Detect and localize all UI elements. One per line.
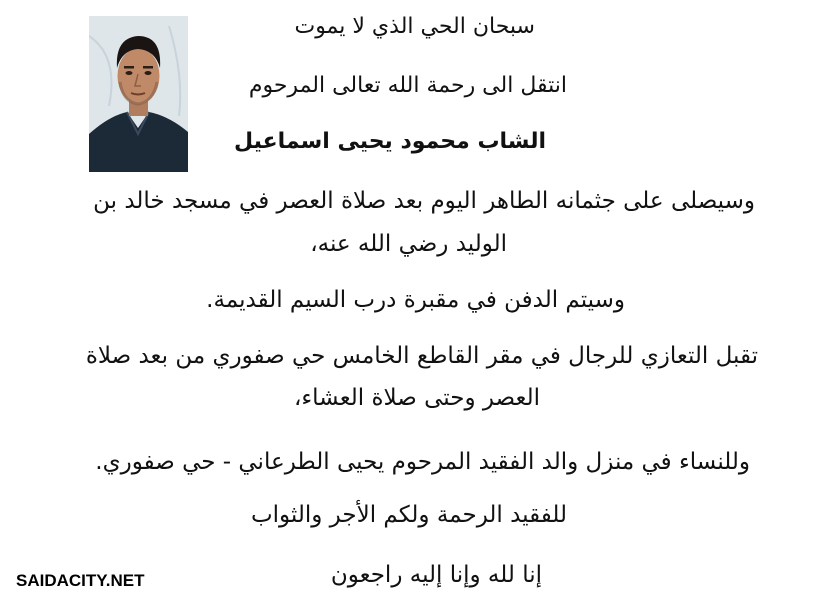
portrait-photo bbox=[89, 16, 188, 172]
blessing-line: للفقيد الرحمة ولكم الأجر والثواب bbox=[251, 502, 567, 528]
condolences-men-line-2: العصر وحتى صلاة العشاء، bbox=[293, 385, 540, 411]
announcement-line: انتقل الى رحمة الله تعالى المرحوم bbox=[248, 73, 567, 98]
deceased-name: الشاب محمود يحيى اسماعيل bbox=[233, 129, 546, 154]
site-watermark: SAIDACITY.NET bbox=[16, 571, 145, 590]
opening-line: سبحان الحي الذي لا يموت bbox=[294, 14, 535, 39]
prayer-line-1: وسيصلى على جثمانه الطاهر اليوم بعد صلاة العصر في مسجد خالد بن bbox=[93, 188, 755, 214]
condolences-men-line-1: تقبل التعازي للرجال في مقر القاطع الخامس حي صفوري من بعد صلاة bbox=[85, 343, 758, 369]
condolences-women-line: وللنساء في منزل والد الفقيد المرحوم يحيى الطرعاني - حي صفوري. bbox=[95, 449, 750, 475]
burial-line: وسيتم الدفن في مقبرة درب السيم القديمة. bbox=[206, 287, 625, 313]
prayer-line-2: الوليد رضي الله عنه، bbox=[310, 231, 507, 257]
portrait-photo-icon bbox=[89, 16, 188, 172]
closing-line: إنا لله وإنا إليه راجعون bbox=[330, 562, 542, 588]
